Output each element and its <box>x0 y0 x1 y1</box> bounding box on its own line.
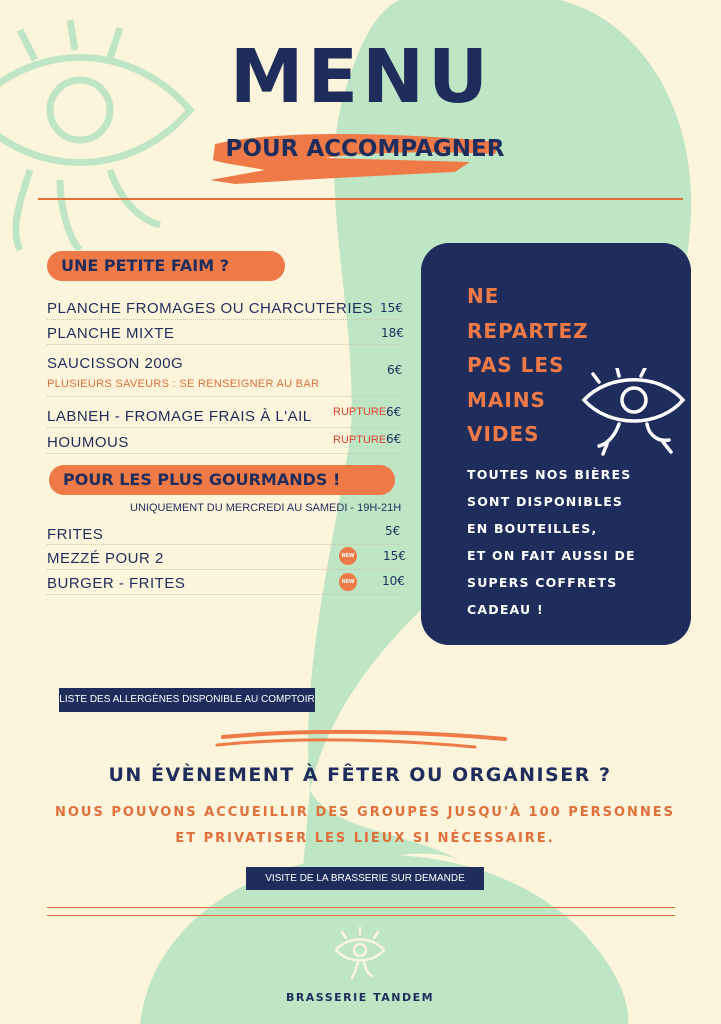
item-price: 15€ <box>380 301 403 315</box>
item-label: BURGER - FRITES <box>47 575 186 592</box>
promo-heading-line: VIDES <box>467 422 540 446</box>
new-badge: NEW <box>339 573 357 591</box>
item-divider <box>47 396 402 397</box>
eye-outline-icon <box>0 20 190 250</box>
orange-swoosh <box>215 727 510 755</box>
item-price: 6€ <box>387 363 403 377</box>
item-divider <box>47 319 402 320</box>
menu-item <box>47 300 373 317</box>
menu-title: MENU <box>229 34 493 120</box>
item-price: 6€ <box>386 405 402 419</box>
status-rupture: RUPTURE <box>333 434 387 446</box>
menu-item <box>47 434 129 451</box>
promo-body-line: CADEAU ! <box>467 602 544 617</box>
event-text <box>40 800 690 852</box>
item-label: PLANCHE FROMAGES OU CHARCUTERIES <box>47 300 374 317</box>
allergens-label: LISTE DES ALLERGÈNES DISPONIBLE AU COMPTOIR <box>59 688 315 712</box>
menu-item <box>47 526 103 543</box>
promo-panel <box>421 243 691 645</box>
item-divider <box>47 594 402 595</box>
item-price: 18€ <box>381 326 404 340</box>
header-divider <box>38 198 683 200</box>
item-label: SAUCISSON 200G <box>47 355 184 372</box>
item-note: PLUSIEURS SAVEURS : SE RENSEIGNER AU BAR <box>47 378 320 390</box>
promo-body-line: SUPERS COFFRETS <box>467 575 618 590</box>
item-label: HOUMOUS <box>47 434 129 451</box>
event-line: NOUS POUVONS ACCUEILLIR DES GROUPES JUSQU'À 100 PERSONNES <box>54 805 676 820</box>
item-divider <box>47 544 402 545</box>
item-divider <box>47 569 402 570</box>
tandem-logo-icon <box>332 926 388 982</box>
item-price: 6€ <box>386 432 402 446</box>
promo-body-line: SONT DISPONIBLES <box>467 494 624 509</box>
item-price: 5€ <box>385 524 401 538</box>
item-price: 10€ <box>382 574 405 588</box>
footer-divider-bottom <box>47 915 675 916</box>
item-price: 15€ <box>383 549 406 563</box>
item-divider <box>47 453 402 454</box>
item-label: LABNEH - FROMAGE FRAIS À L'AIL <box>47 408 312 425</box>
promo-heading-line: PAS LES <box>467 353 565 377</box>
item-divider <box>47 427 402 428</box>
promo-body <box>467 461 682 623</box>
schedule-note: UNIQUEMENT DU MERCREDI AU SAMEDI - 19H-21H <box>130 502 402 514</box>
menu-item <box>47 325 174 342</box>
promo-heading-line: REPARTEZ <box>467 318 589 343</box>
promo-heading-line: NE <box>467 284 500 308</box>
menu-item <box>47 575 185 592</box>
promo-heading-line: MAINS <box>467 387 546 412</box>
section-heading-petite-faim: UNE PETITE FAIM ? <box>47 251 285 281</box>
section-heading-gourmands: POUR LES PLUS GOURMANDS ! <box>49 465 395 495</box>
promo-body-line: EN BOUTEILLES, <box>467 521 598 536</box>
running-eye-icon <box>579 368 689 458</box>
item-divider <box>47 344 402 345</box>
promo-body-line: TOUTES NOS BIÈRES <box>467 467 632 482</box>
visit-label: VISITE DE LA BRASSERIE SUR DEMANDE <box>246 867 484 890</box>
event-title: UN ÉVÈNEMENT À FÊTER OU ORGANISER ? <box>108 764 612 786</box>
menu-item <box>47 355 183 372</box>
new-badge: NEW <box>339 547 357 565</box>
footer-divider-top <box>47 907 675 908</box>
brand-name: BRASSERIE TANDEM <box>285 991 435 1004</box>
item-label: MEZZÉ POUR 2 <box>47 550 164 567</box>
event-line: ET PRIVATISER LES LIEUX SI NÉCESSAIRE. <box>175 831 555 846</box>
item-label: PLANCHE MIXTE <box>47 325 175 342</box>
status-rupture: RUPTURE <box>333 406 387 418</box>
promo-body-line: ET ON FAIT AUSSI DE <box>467 548 636 563</box>
menu-item <box>47 550 164 567</box>
menu-subtitle: POUR ACCOMPAGNER <box>225 136 505 162</box>
item-label: FRITES <box>47 526 104 543</box>
menu-item <box>47 408 312 425</box>
